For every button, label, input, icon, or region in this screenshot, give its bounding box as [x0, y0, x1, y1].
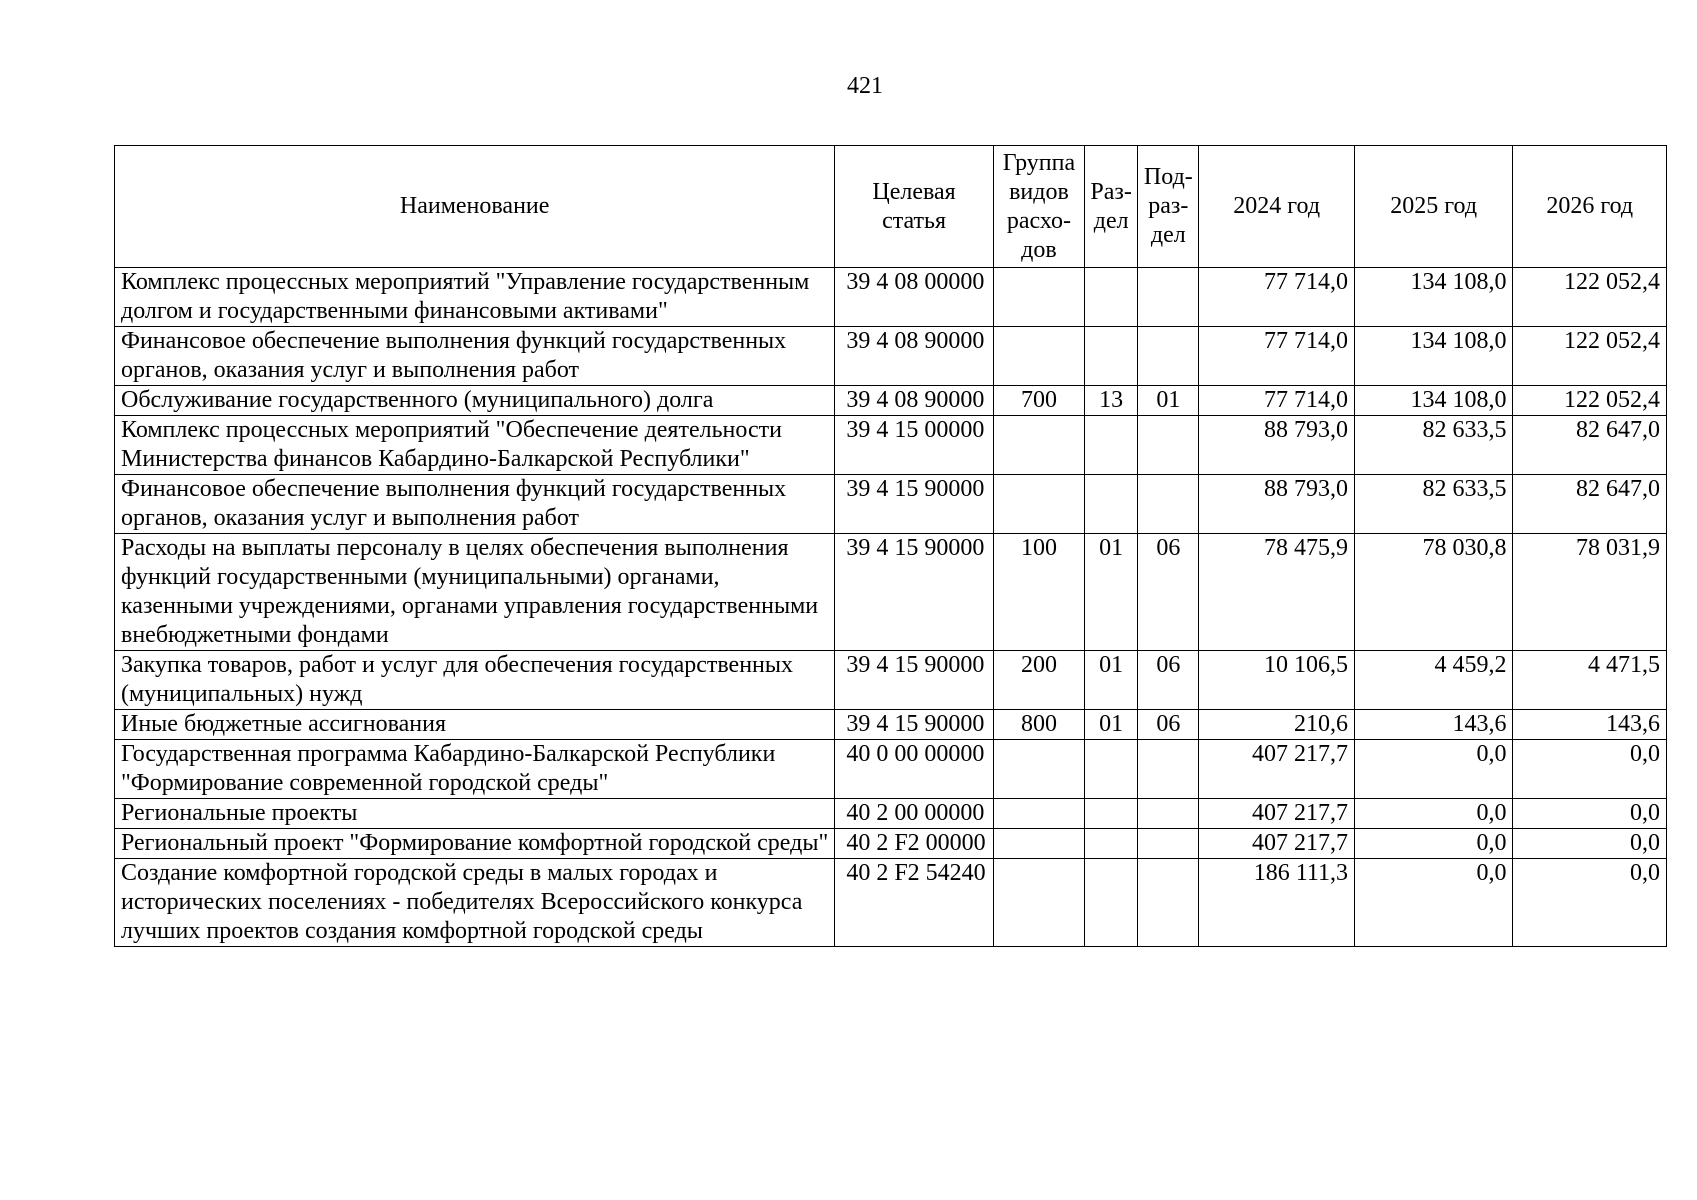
row-section: [1085, 740, 1138, 799]
row-target-article: 39 4 15 90000: [835, 475, 994, 534]
row-subsection: [1138, 475, 1199, 534]
table-row: [115, 710, 1667, 740]
row-subsection: [1138, 416, 1199, 475]
row-target-article: 39 4 08 90000: [835, 327, 994, 386]
row-value-2025: 82 633,5: [1354, 416, 1513, 475]
row-expense-group: [993, 475, 1084, 534]
row-value-2024: 407 217,7: [1199, 740, 1355, 799]
table-row: [115, 534, 1667, 651]
row-target-article: 39 4 15 90000: [835, 651, 994, 710]
row-name: Создание комфортной городской среды в малых городах и исторических поселениях - победителях Всероссийского конкурса лучших проектов создания комфортной городской среды: [115, 859, 835, 947]
table-row: [115, 268, 1667, 327]
row-subsection: 01: [1138, 386, 1199, 416]
row-value-2026: 143,6: [1513, 710, 1667, 740]
row-section: 01: [1085, 710, 1138, 740]
table-body: [115, 268, 1667, 947]
header-section-line: Раз-: [1090, 178, 1132, 205]
header-subsection-line: раз-: [1148, 193, 1189, 219]
row-value-2026: 0,0: [1513, 829, 1667, 859]
row-value-2025: 78 030,8: [1354, 534, 1513, 651]
row-value-2026: 122 052,4: [1513, 327, 1667, 386]
row-value-2025: 82 633,5: [1354, 475, 1513, 534]
row-section: 13: [1085, 386, 1138, 416]
row-section: [1085, 799, 1138, 829]
row-subsection: [1138, 268, 1199, 327]
header-row: [115, 146, 1667, 268]
row-target-article: 40 2 F2 00000: [835, 829, 994, 859]
row-subsection: 06: [1138, 710, 1199, 740]
row-value-2025: 143,6: [1354, 710, 1513, 740]
row-value-2026: 78 031,9: [1513, 534, 1667, 651]
table-row: [115, 416, 1667, 475]
row-value-2024: 10 106,5: [1199, 651, 1355, 710]
row-section: [1085, 829, 1138, 859]
row-name: Финансовое обеспечение выполнения функций государственных органов, оказания услуг и выполнения работ: [115, 327, 835, 386]
row-value-2025: 134 108,0: [1354, 268, 1513, 327]
row-subsection: [1138, 859, 1199, 947]
row-value-2024: 88 793,0: [1199, 475, 1355, 534]
row-target-article: 39 4 15 90000: [835, 710, 994, 740]
row-value-2026: 0,0: [1513, 859, 1667, 947]
header-group-line: видов: [1009, 178, 1069, 205]
row-subsection: [1138, 799, 1199, 829]
row-name: Государственная программа Кабардино-Балкарской Республики "Формирование современной городской среды": [115, 740, 835, 799]
table-row: [115, 386, 1667, 416]
row-value-2025: 4 459,2: [1354, 651, 1513, 710]
header-section-line: дел: [1093, 207, 1129, 234]
header-group-line: расхо-: [1006, 207, 1071, 234]
row-expense-group: [993, 799, 1084, 829]
row-target-article: 39 4 08 90000: [835, 386, 994, 416]
row-target-article: 39 4 15 90000: [835, 534, 994, 651]
row-section: [1085, 416, 1138, 475]
header-year-2025: 2025 год: [1354, 146, 1513, 268]
row-name: Региональные проекты: [115, 799, 835, 829]
row-target-article: 39 4 08 00000: [835, 268, 994, 327]
row-expense-group: [993, 268, 1084, 327]
row-expense-group: [993, 859, 1084, 947]
row-expense-group: [993, 829, 1084, 859]
row-expense-group: [993, 740, 1084, 799]
row-value-2024: 186 111,3: [1199, 859, 1355, 947]
header-name: Наименование: [115, 146, 835, 268]
row-value-2026: 4 471,5: [1513, 651, 1667, 710]
header-subsection: [1138, 146, 1199, 268]
row-name: Комплекс процессных мероприятий "Обеспечение деятельности Министерства финансов Кабардино-Балкарской Республики": [115, 416, 835, 475]
row-value-2025: 0,0: [1354, 799, 1513, 829]
row-value-2024: 210,6: [1199, 710, 1355, 740]
header-section: [1085, 146, 1138, 268]
header-target-article: [835, 146, 994, 268]
table-row: [115, 799, 1667, 829]
header-year-2026: 2026 год: [1513, 146, 1667, 268]
row-target-article: 40 2 F2 54240: [835, 859, 994, 947]
row-subsection: [1138, 740, 1199, 799]
page-number: 421: [847, 73, 883, 99]
row-section: [1085, 268, 1138, 327]
header-target-line: Целевая: [872, 178, 956, 205]
row-section: [1085, 475, 1138, 534]
row-section: 01: [1085, 534, 1138, 651]
row-value-2026: 0,0: [1513, 799, 1667, 829]
row-value-2024: 77 714,0: [1199, 386, 1355, 416]
row-expense-group: [993, 327, 1084, 386]
table-row: [115, 651, 1667, 710]
row-expense-group: 200: [993, 651, 1084, 710]
row-target-article: 40 2 00 00000: [835, 799, 994, 829]
row-value-2026: 82 647,0: [1513, 416, 1667, 475]
row-value-2026: 122 052,4: [1513, 386, 1667, 416]
row-value-2025: 134 108,0: [1354, 386, 1513, 416]
header-target-line: статья: [882, 207, 947, 234]
header-group-line: дов: [1021, 236, 1057, 263]
row-value-2025: 0,0: [1354, 829, 1513, 859]
budget-table: [114, 145, 1667, 947]
row-name: Расходы на выплаты персоналу в целях обеспечения выполнения функций государственными (муниципальными) органами, казенными учреждениями, органами управления государственными внебюджетными фондами: [115, 534, 835, 651]
header-subsection-line: дел: [1150, 222, 1186, 248]
row-value-2026: 122 052,4: [1513, 268, 1667, 327]
table-row: [115, 829, 1667, 859]
table-row: [115, 327, 1667, 386]
row-expense-group: 700: [993, 386, 1084, 416]
row-name: Финансовое обеспечение выполнения функций государственных органов, оказания услуг и выполнения работ: [115, 475, 835, 534]
row-value-2024: 77 714,0: [1199, 268, 1355, 327]
row-subsection: [1138, 829, 1199, 859]
row-value-2026: 82 647,0: [1513, 475, 1667, 534]
row-section: [1085, 859, 1138, 947]
row-value-2025: 0,0: [1354, 859, 1513, 947]
header-group-line: Группа: [1002, 149, 1076, 176]
header-expense-group: [993, 146, 1084, 268]
row-name: Региональный проект "Формирование комфортной городской среды": [115, 829, 835, 859]
table-row: [115, 475, 1667, 534]
row-expense-group: 800: [993, 710, 1084, 740]
row-subsection: 06: [1138, 651, 1199, 710]
row-target-article: 39 4 15 00000: [835, 416, 994, 475]
row-value-2024: 78 475,9: [1199, 534, 1355, 651]
row-subsection: [1138, 327, 1199, 386]
row-expense-group: 100: [993, 534, 1084, 651]
row-subsection: 06: [1138, 534, 1199, 651]
table-row: [115, 859, 1667, 947]
row-name: Закупка товаров, работ и услуг для обеспечения государственных (муниципальных) нужд: [115, 651, 835, 710]
row-value-2024: 407 217,7: [1199, 799, 1355, 829]
row-section: [1085, 327, 1138, 386]
row-expense-group: [993, 416, 1084, 475]
row-value-2025: 0,0: [1354, 740, 1513, 799]
table-row: [115, 740, 1667, 799]
row-name: Обслуживание государственного (муниципального) долга: [115, 386, 835, 416]
row-value-2026: 0,0: [1513, 740, 1667, 799]
row-value-2024: 88 793,0: [1199, 416, 1355, 475]
row-value-2025: 134 108,0: [1354, 327, 1513, 386]
row-value-2024: 77 714,0: [1199, 327, 1355, 386]
header-year-2024: 2024 год: [1199, 146, 1355, 268]
row-target-article: 40 0 00 00000: [835, 740, 994, 799]
header-subsection-line: Под-: [1143, 164, 1193, 190]
row-value-2024: 407 217,7: [1199, 829, 1355, 859]
row-name: Комплекс процессных мероприятий "Управление государственным долгом и государственными финансовыми активами": [115, 268, 835, 327]
row-section: 01: [1085, 651, 1138, 710]
row-name: Иные бюджетные ассигнования: [115, 710, 835, 740]
